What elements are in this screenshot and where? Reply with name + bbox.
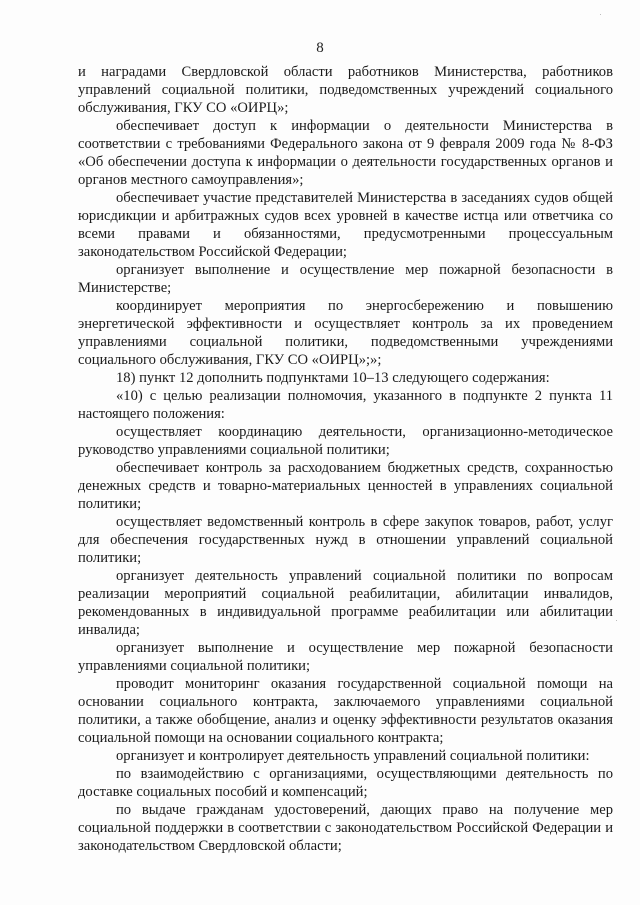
paragraph: «10) с целью реализации полномочия, указанного в подпункте 2 пункта 11 настоящего положения:	[78, 388, 613, 422]
paragraph: по взаимодействию с организациями, осуществляющими деятельность по доставке социальных пособий и компенсаций;	[78, 766, 613, 800]
scan-speck	[600, 14, 601, 15]
paragraph: организует выполнение и осуществление мер пожарной безопасности управлениями социальной политики;	[78, 640, 613, 674]
paragraph: обеспечивает контроль за расходованием бюджетных средств, сохранностью денежных средств и товарно-материальных ценностей в управлениях социальной политики;	[78, 460, 613, 512]
paragraph: осуществляет ведомственный контроль в сфере закупок товаров, работ, услуг для обеспечения государственных нужд в отношении управлений социальной политики;	[78, 514, 613, 566]
paragraph: организует и контролирует деятельность управлений социальной политики:	[116, 748, 590, 764]
page-number: 8	[316, 40, 324, 56]
scan-speck	[616, 620, 617, 621]
paragraph: осуществляет координацию деятельности, организационно-методическое руководство управлениями социальной политики;	[78, 424, 613, 458]
paragraph: координирует мероприятия по энергосбережению и повышению энергетической эффективности и осуществляет контроль за их проведением управлениями социальной политики, подведомственными учреждениями социального обслуживания, ГКУ СО «ОИРЦ»;»;	[78, 298, 613, 368]
paragraph: обеспечивает участие представителей Министерства в заседаниях судов общей юрисдикции и арбитражных судов всех уровней в качестве истца или ответчика со всеми правами и обязанностями, предусмотренными процессуальным законодательством Российской Федерации;	[78, 190, 613, 260]
paragraph: проводит мониторинг оказания государственной социальной помощи на основании социального контракта, заключаемого управлениями социальной политики, а также обобщение, анализ и оценку эффективности результатов оказания социальной помощи на основании социального контракта;	[78, 676, 613, 746]
paragraph: по выдаче гражданам удостоверений, дающих право на получение мер социальной поддержки в соответствии с законодательством Российской Федерации и законодательством Свердловской области;	[78, 802, 613, 854]
paragraph: 18) пункт 12 дополнить подпунктами 10–13 следующего содержания:	[116, 370, 550, 386]
paragraph: обеспечивает доступ к информации о деятельности Министерства в соответствии с требованиями Федерального закона от 9 февраля 2009 года № 8-ФЗ «Об обеспечении доступа к информации о деятельности государственных органов и органов местного самоуправления»;	[78, 118, 613, 188]
paragraph: организует выполнение и осуществление мер пожарной безопасности в Министерстве;	[78, 262, 613, 296]
paragraph: и наградами Свердловской области работников Министерства, работников управлений социальной политики, подведомственных учреждений социального обслуживания, ГКУ СО «ОИРЦ»;	[78, 64, 613, 116]
paragraph: организует деятельность управлений социальной политики по вопросам реализации мероприятий социальной реабилитации, абилитации инвалидов, рекомендованных в индивидуальной программе реабилитации или абилитации инвалида;	[78, 568, 613, 638]
document-body	[78, 63, 613, 855]
